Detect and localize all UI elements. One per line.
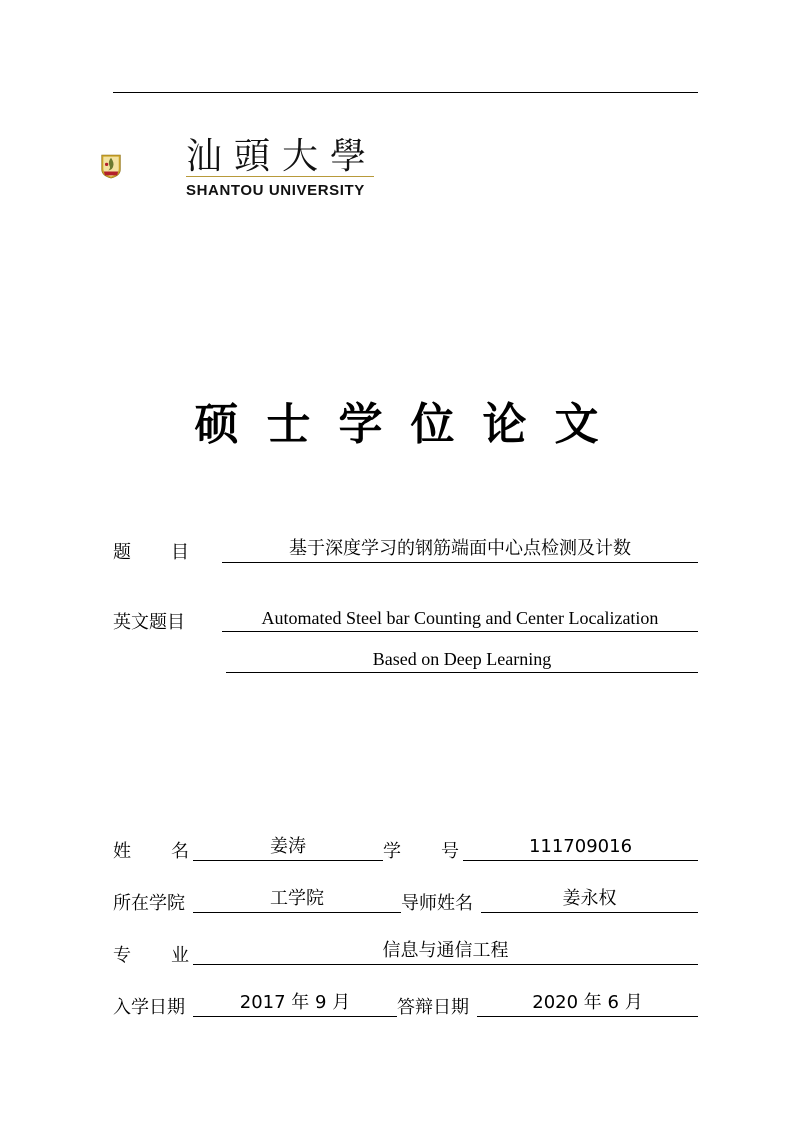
shantou-university-seal-icon	[100, 120, 180, 212]
college-label: 所在学院	[113, 893, 185, 914]
college-value: 工学院	[193, 886, 401, 913]
en-title-line1: Automated Steel bar Counting and Center Localization	[222, 605, 698, 632]
defense-date-label: 答辩日期	[397, 997, 469, 1018]
major-value: 信息与通信工程	[193, 938, 698, 965]
enroll-date-value: 2017 年 9 月	[193, 990, 397, 1017]
university-name-cn: 汕頭大學	[186, 136, 379, 177]
advisor-label: 导师姓名	[401, 893, 473, 914]
enroll-date-label: 入学日期	[113, 997, 185, 1018]
en-title-line2: Based on Deep Learning	[226, 646, 698, 673]
name-value: 姜涛	[193, 834, 383, 861]
major-label: 专业	[113, 945, 189, 966]
name-label: 姓名	[113, 841, 189, 862]
en-title-label: 英文题目	[113, 612, 185, 633]
top-rule	[113, 92, 698, 93]
student-id-label: 学号	[383, 841, 459, 862]
student-id-value: 111709016	[463, 834, 698, 861]
degree-title: 硕士学位论文	[194, 399, 627, 450]
defense-date-value: 2020 年 6 月	[477, 990, 698, 1017]
advisor-value: 姜永权	[481, 886, 698, 913]
title-value: 基于深度学习的钢筋端面中心点检测及计数	[222, 536, 698, 563]
logo-divider	[186, 176, 374, 177]
university-name-en: SHANTOU UNIVERSITY	[186, 182, 365, 199]
title-label: 题目	[113, 542, 189, 563]
